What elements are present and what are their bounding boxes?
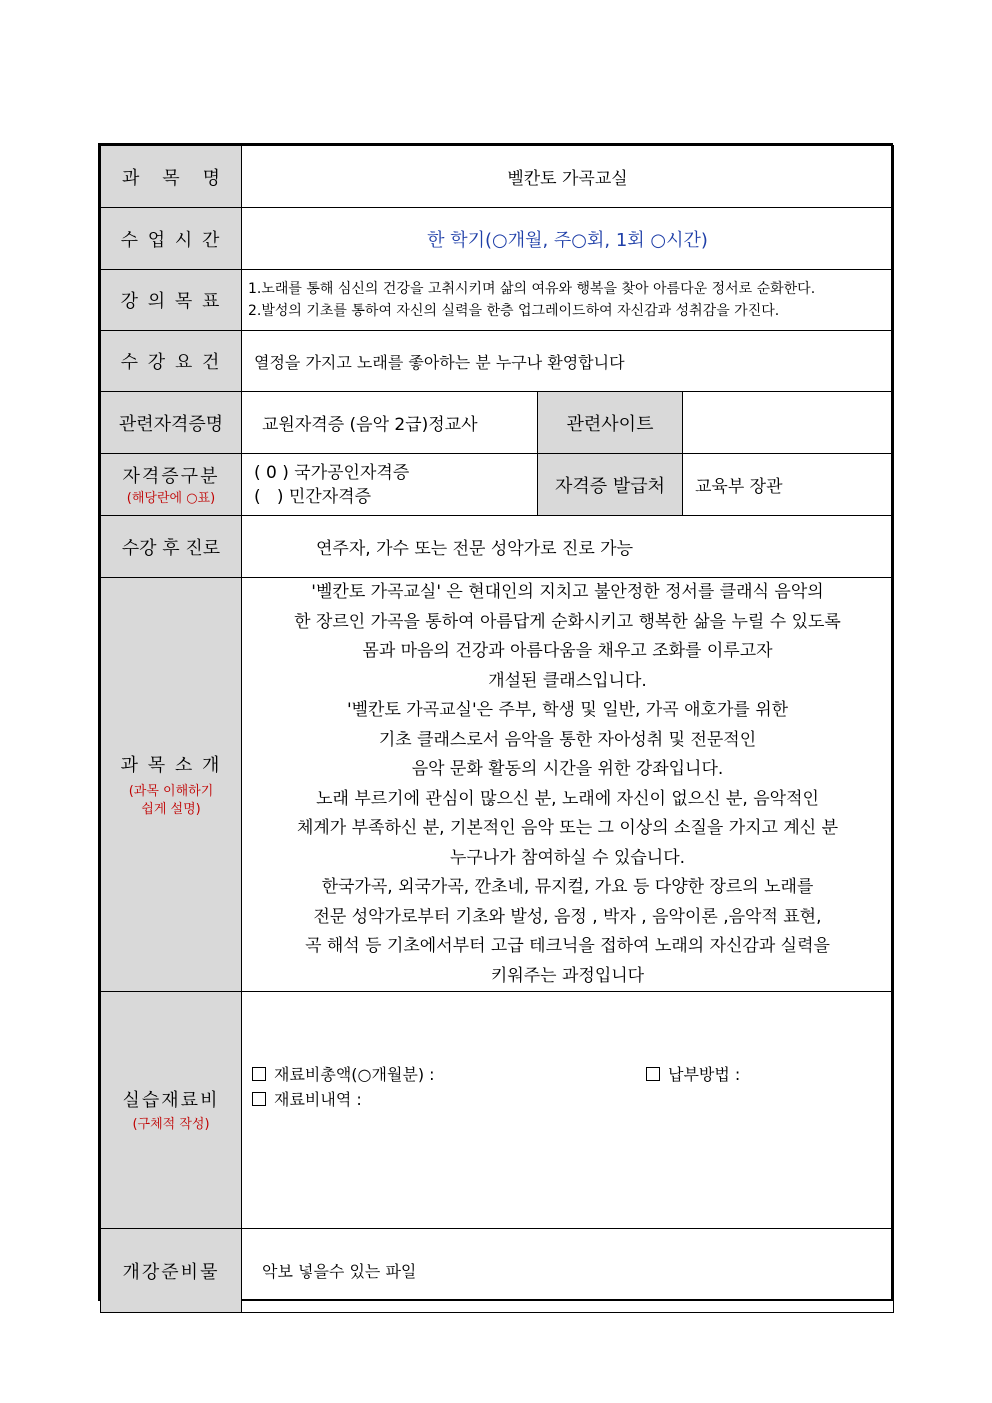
career-value: 연주자, 가수 또는 전문 성악가로 진로 가능: [242, 516, 894, 578]
materials-total-text: 재료비총액(○개월분) :: [274, 1065, 435, 1084]
option-national: ( 0 ) 국가공인자격증: [254, 462, 410, 483]
intro-line: 음악 문화 활동의 시간을 위한 강좌입니다.: [411, 759, 724, 779]
materials-value: [242, 992, 894, 1229]
introduction-text: [242, 578, 894, 992]
materials-details-text: 재료비내역 :: [274, 1090, 362, 1109]
introduction-note: (과목 이해하기 쉽게 설명): [128, 783, 214, 817]
intro-line: 기초 클래스로서 음악을 통한 자아성취 및 전문적인: [378, 729, 757, 750]
intro-line: 몸과 마음의 건강과 아름다움을 채우고 조화를 이루고자: [362, 641, 773, 661]
row-certificate: [101, 392, 894, 454]
certificate-value: 교원자격증 (음악 2급)정교사: [242, 392, 538, 454]
requirement-label: 수 강 요 건: [101, 331, 242, 392]
preparation-label: 개강준비물: [101, 1229, 242, 1313]
class-time-label: 수 업 시 간: [101, 208, 242, 270]
objective-label: 강 의 목 표: [101, 270, 242, 331]
intro-line: '벨칸토 가곡교실'은 주부, 학생 및 일반, 가곡 애호가를 위한: [346, 700, 789, 720]
introduction-title: 과 목 소 개: [120, 754, 222, 776]
option-private: ( ) 민간자격증: [254, 486, 371, 507]
row-preparation: [101, 1229, 894, 1313]
row-materials: [101, 992, 894, 1229]
course-name-value: 벨칸토 가곡교실: [242, 146, 894, 208]
requirement-value: 열정을 가지고 노래를 좋아하는 분 누구나 환영합니다: [242, 331, 894, 392]
issuer-label: 자격증 발급처: [538, 454, 683, 516]
row-objective: [101, 270, 894, 331]
materials-note: (구체적 작성): [132, 1117, 210, 1132]
certificate-label: 관련자격증명: [101, 392, 242, 454]
intro-line: 키워주는 과정입니다: [490, 965, 645, 986]
class-time-value: 한 학기(○개월, 주○회, 1회 ○시간): [242, 208, 894, 270]
intro-line: '벨칸토 가곡교실' 은 현대인의 지치고 불안정한 정서를 클래식 음악의: [311, 582, 824, 602]
materials-label: [101, 992, 242, 1229]
intro-line: 한국가곡, 외국가곡, 깐초네, 뮤지컬, 가요 등 다양한 장르의 노래를: [321, 877, 814, 897]
related-site-label: 관련사이트: [538, 392, 683, 454]
objective-line-2: 2.발성의 기초를 통하여 자신의 실력을 한층 업그레이드하여 자신감과 성취감을 가진다.: [248, 303, 780, 319]
materials-title: 실습재료비: [122, 1090, 220, 1111]
course-form-table: [100, 145, 894, 1313]
objective-value: [242, 270, 894, 331]
checkbox-payment[interactable]: [646, 1067, 660, 1081]
preparation-value: 악보 넣을수 있는 파일: [242, 1229, 894, 1313]
row-requirement: [101, 331, 894, 392]
row-career: [101, 516, 894, 578]
introduction-label: [101, 578, 242, 992]
row-class-time: [101, 208, 894, 270]
career-label: 수강 후 진로: [101, 516, 242, 578]
certificate-type-options: [242, 454, 538, 516]
materials-details: [252, 1087, 362, 1110]
intro-line: 곡 해석 등 기초에서부터 고급 테크닉을 접하여 노래의 자신감과 실력을: [305, 936, 830, 956]
row-certificate-type: [101, 454, 894, 516]
certificate-type-title: 자격증구분: [122, 465, 220, 487]
materials-total: [252, 1062, 435, 1085]
certificate-type-label: [101, 454, 242, 516]
intro-line: 체계가 부족하신 분, 기본적인 음악 또는 그 이상의 소질을 가지고 계신 분: [296, 818, 839, 838]
materials-payment: [646, 1062, 740, 1085]
issuer-value: 교육부 장관: [683, 454, 894, 516]
objective-line-1: 1.노래를 통해 심신의 건강을 고취시키며 삶의 여유와 행복을 찾아 아름다운 정서로 순화한다.: [248, 281, 816, 297]
checkbox-total[interactable]: [252, 1067, 266, 1081]
certificate-type-note: (해당란에 ○표): [126, 490, 216, 506]
row-course-name: [101, 146, 894, 208]
intro-line: 한 장르인 가곡을 통하여 아름답게 순화시키고 행복한 삶을 누릴 수 있도록: [294, 611, 841, 632]
row-introduction: [101, 578, 894, 992]
intro-line: 노래 부르기에 관심이 많으신 분, 노래에 자신이 없으신 분, 음악적인: [316, 788, 819, 809]
intro-line: 전문 성악가로부터 기초와 발성, 음정 , 박자 , 음악이론 ,음악적 표현,: [313, 906, 822, 927]
materials-payment-text: 납부방법 :: [668, 1065, 741, 1084]
intro-line: 개설된 클래스입니다.: [488, 670, 647, 691]
course-name-label: 과 목 명: [101, 146, 242, 208]
related-site-value: [683, 392, 894, 454]
course-form: [98, 143, 893, 1301]
checkbox-details[interactable]: [252, 1092, 266, 1106]
intro-line: 누구나가 참여하실 수 있습니다.: [449, 847, 686, 868]
